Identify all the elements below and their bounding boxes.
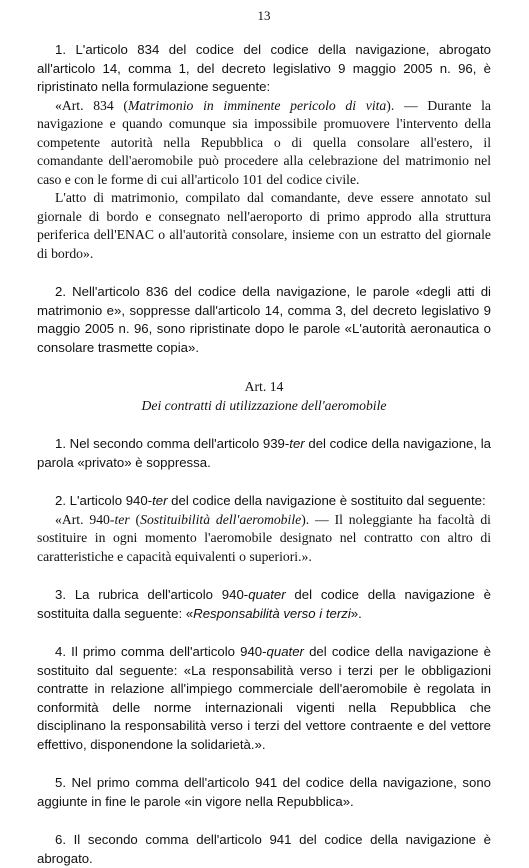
art14-paragraph-3 [37,586,491,623]
quote-art-940-ter [37,511,491,567]
p3-a: 3. La rubrica dell'articolo 940- [55,587,249,602]
quote-art-834-part-2: L'atto di matrimonio, compilato dal comandante, deve essere annotato sul giornale di bordo e consegnato nell'aeroporto di primo approdo alla struttura periferica dell'ENAC o all'autorità consolare, insieme con un estratto del giornale di bordo». [37,190,491,261]
art14-paragraph-2 [37,492,491,511]
p2-b: ter [152,493,168,508]
quote-open: «Art. 834 ( [55,97,128,113]
p1-b: ter [289,436,305,451]
paragraph-1-intro: 1. L'articolo 834 del codice del codice della navigazione, abrogato all'articolo 14, comma 1, del decreto legislativo 9 maggio 2005 n. 96, è ripristinato nella formulazione seguente: [37,42,491,94]
p3-b: quater [248,587,286,602]
page-number: 13 [257,8,271,23]
quote-title: Matrimonio in imminente pericolo di vita [127,97,387,113]
q-c: ( [129,511,141,527]
p4-c: del codice della navigazione è sostituito dal seguente: «La responsabilità verso i terzi per le obbligazioni contratte in relazione all'impiego commerciale dell'aeromobile è regolata in conformità delle norme internazionali vigenti nella Repubblica che disciplinano la responsabilità verso i terzi del vettore contraente e del vettore effettivo, disponendone la solidarietà.». [37,644,492,752]
p4-b: quater [266,644,304,659]
art14-paragraph-6: 6. Il secondo comma dell'articolo 941 del codice della navigazione è abrogato. [37,832,491,866]
p4-a: 4. Il primo comma dell'articolo 940- [55,644,267,659]
p2-c: del codice della navigazione è sostituito dal seguente: [167,493,486,508]
p1-c: del codice della navigazione, la parola «privato» è soppressa. [37,436,492,470]
art14-paragraph-4 [37,643,491,754]
paragraph-2: 2. Nell'articolo 836 del codice della navigazione, le parole «degli atti di matrimonio e», soppresse dall'articolo 14, comma 3, del decreto legislativo 9 maggio 2005 n. 96, sono ripristinate dopo le parole «L'autorità aeronautica o consolare trasmette copia». [37,284,491,355]
q-d: Sostituibilità dell'aeromobile [140,511,302,527]
art14-paragraph-1 [37,435,491,472]
quote-art-834 [37,97,491,190]
quote-body: ). — Durante la navigazione e quando comunque sia impossibile promuovere l'intervento della competente autorità nella Repubblica o di quella consolare all'estero, il comandante dell'aeromobile può procedere alla celebrazione del matrimonio nel caso e con le forme di cui all'articolo 101 del codice civile. [37,97,491,187]
q-a: «Art. 940- [55,511,115,527]
p3-d: Responsabilità verso i terzi [193,605,351,621]
article-number: Art. 14 [244,379,284,394]
p1-a: 1. Nel secondo comma dell'articolo 939- [55,436,290,451]
p3-e: ». [350,605,362,621]
article-title: Dei contratti di utilizzazione dell'aeromobile [141,397,387,413]
p3-c: del codice della navigazione è sostituita dalla seguente: « [37,587,491,621]
q-b: ter [114,511,130,527]
p2-a: 2. L'articolo 940- [55,493,153,508]
art14-paragraph-5: 5. Nel primo comma dell'articolo 941 del codice della navigazione, sono aggiunte in fine le parole «in vigore nella Repubblica». [37,775,491,809]
document-page [37,8,491,868]
q-e: ). — Il noleggiante ha facoltà di sostituire in ogni momento l'aeromobile designato nel contratto con altro di caratteristiche e capacità equivalenti o superiori.». [37,511,491,564]
